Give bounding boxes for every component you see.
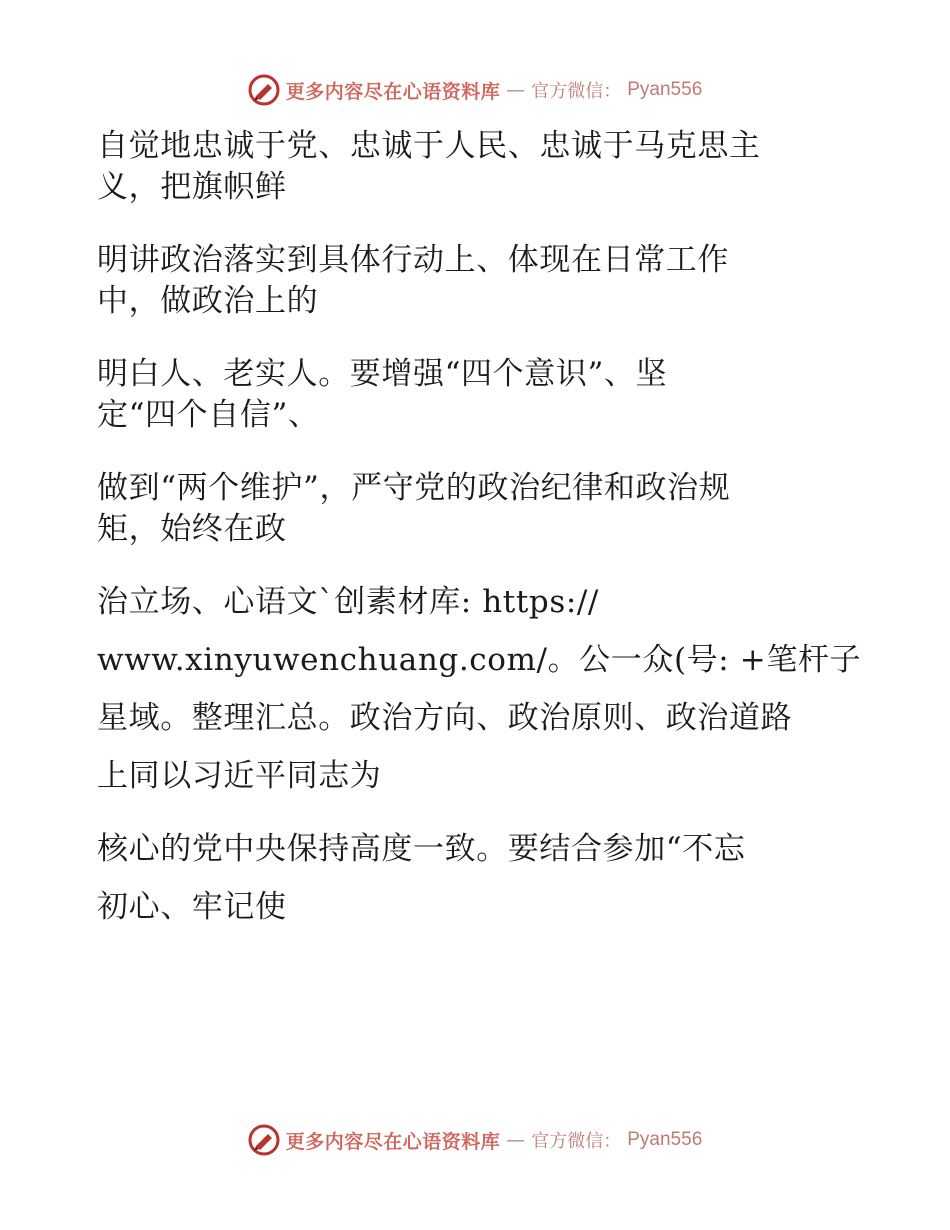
footer-banner-dash: — [506,1129,526,1151]
header-banner-wechat-id: Pyan556 [627,79,703,100]
footer-banner-wechat-label: 官方微信： [531,1131,622,1152]
body-line-6: 定“四个自信”、 [97,397,320,433]
header-banner-title: 更多内容尽在心语资料库 [285,80,501,103]
body-line-8: 矩，始终在政 [97,511,287,547]
body-line-12: 上同以习近平同志为 [97,758,382,794]
header-banner [248,74,703,106]
body-line-7: 做到“两个维护”，严守党的政治纪律和政治规 [97,470,731,506]
footer-banner-title: 更多内容尽在心语资料库 [285,1130,501,1153]
header-banner-dash: — [506,79,526,101]
body-line-4: 中，做政治上的 [97,283,319,319]
header-banner-wechat-label: 官方微信： [531,81,622,102]
footer-banner-wechat-id: Pyan556 [627,1129,703,1150]
body-line-1: 自觉地忠诚于党、忠诚于人民、忠诚于马克思主 [97,128,761,164]
pen-logo-icon [248,1124,280,1156]
body-line-11: 星域。整理汇总。政治方向、政治原则、政治道路 [97,700,793,736]
page-footer [0,1120,950,1160]
body-line-2: 义，把旗帜鲜 [97,169,287,205]
body-line-13: 核心的党中央保持高度一致。要结合参加“不忘 [97,831,746,867]
body-line-5: 明白人、老实人。要增强“四个意识”、坚 [97,356,668,392]
page-header [0,70,950,110]
footer-banner [248,1124,703,1156]
body-line-14: 初心、牢记使 [97,889,287,925]
document-body [97,126,862,928]
body-line-10: www.xinyuwenchuang.com/。公一众(号: +笔杆子 [97,642,862,678]
pen-logo-icon [248,74,280,106]
body-line-9: 治立场、心语文`创素材库: https:// [97,584,599,620]
body-line-3: 明讲政治落实到具体行动上、体现在日常工作 [97,242,729,278]
